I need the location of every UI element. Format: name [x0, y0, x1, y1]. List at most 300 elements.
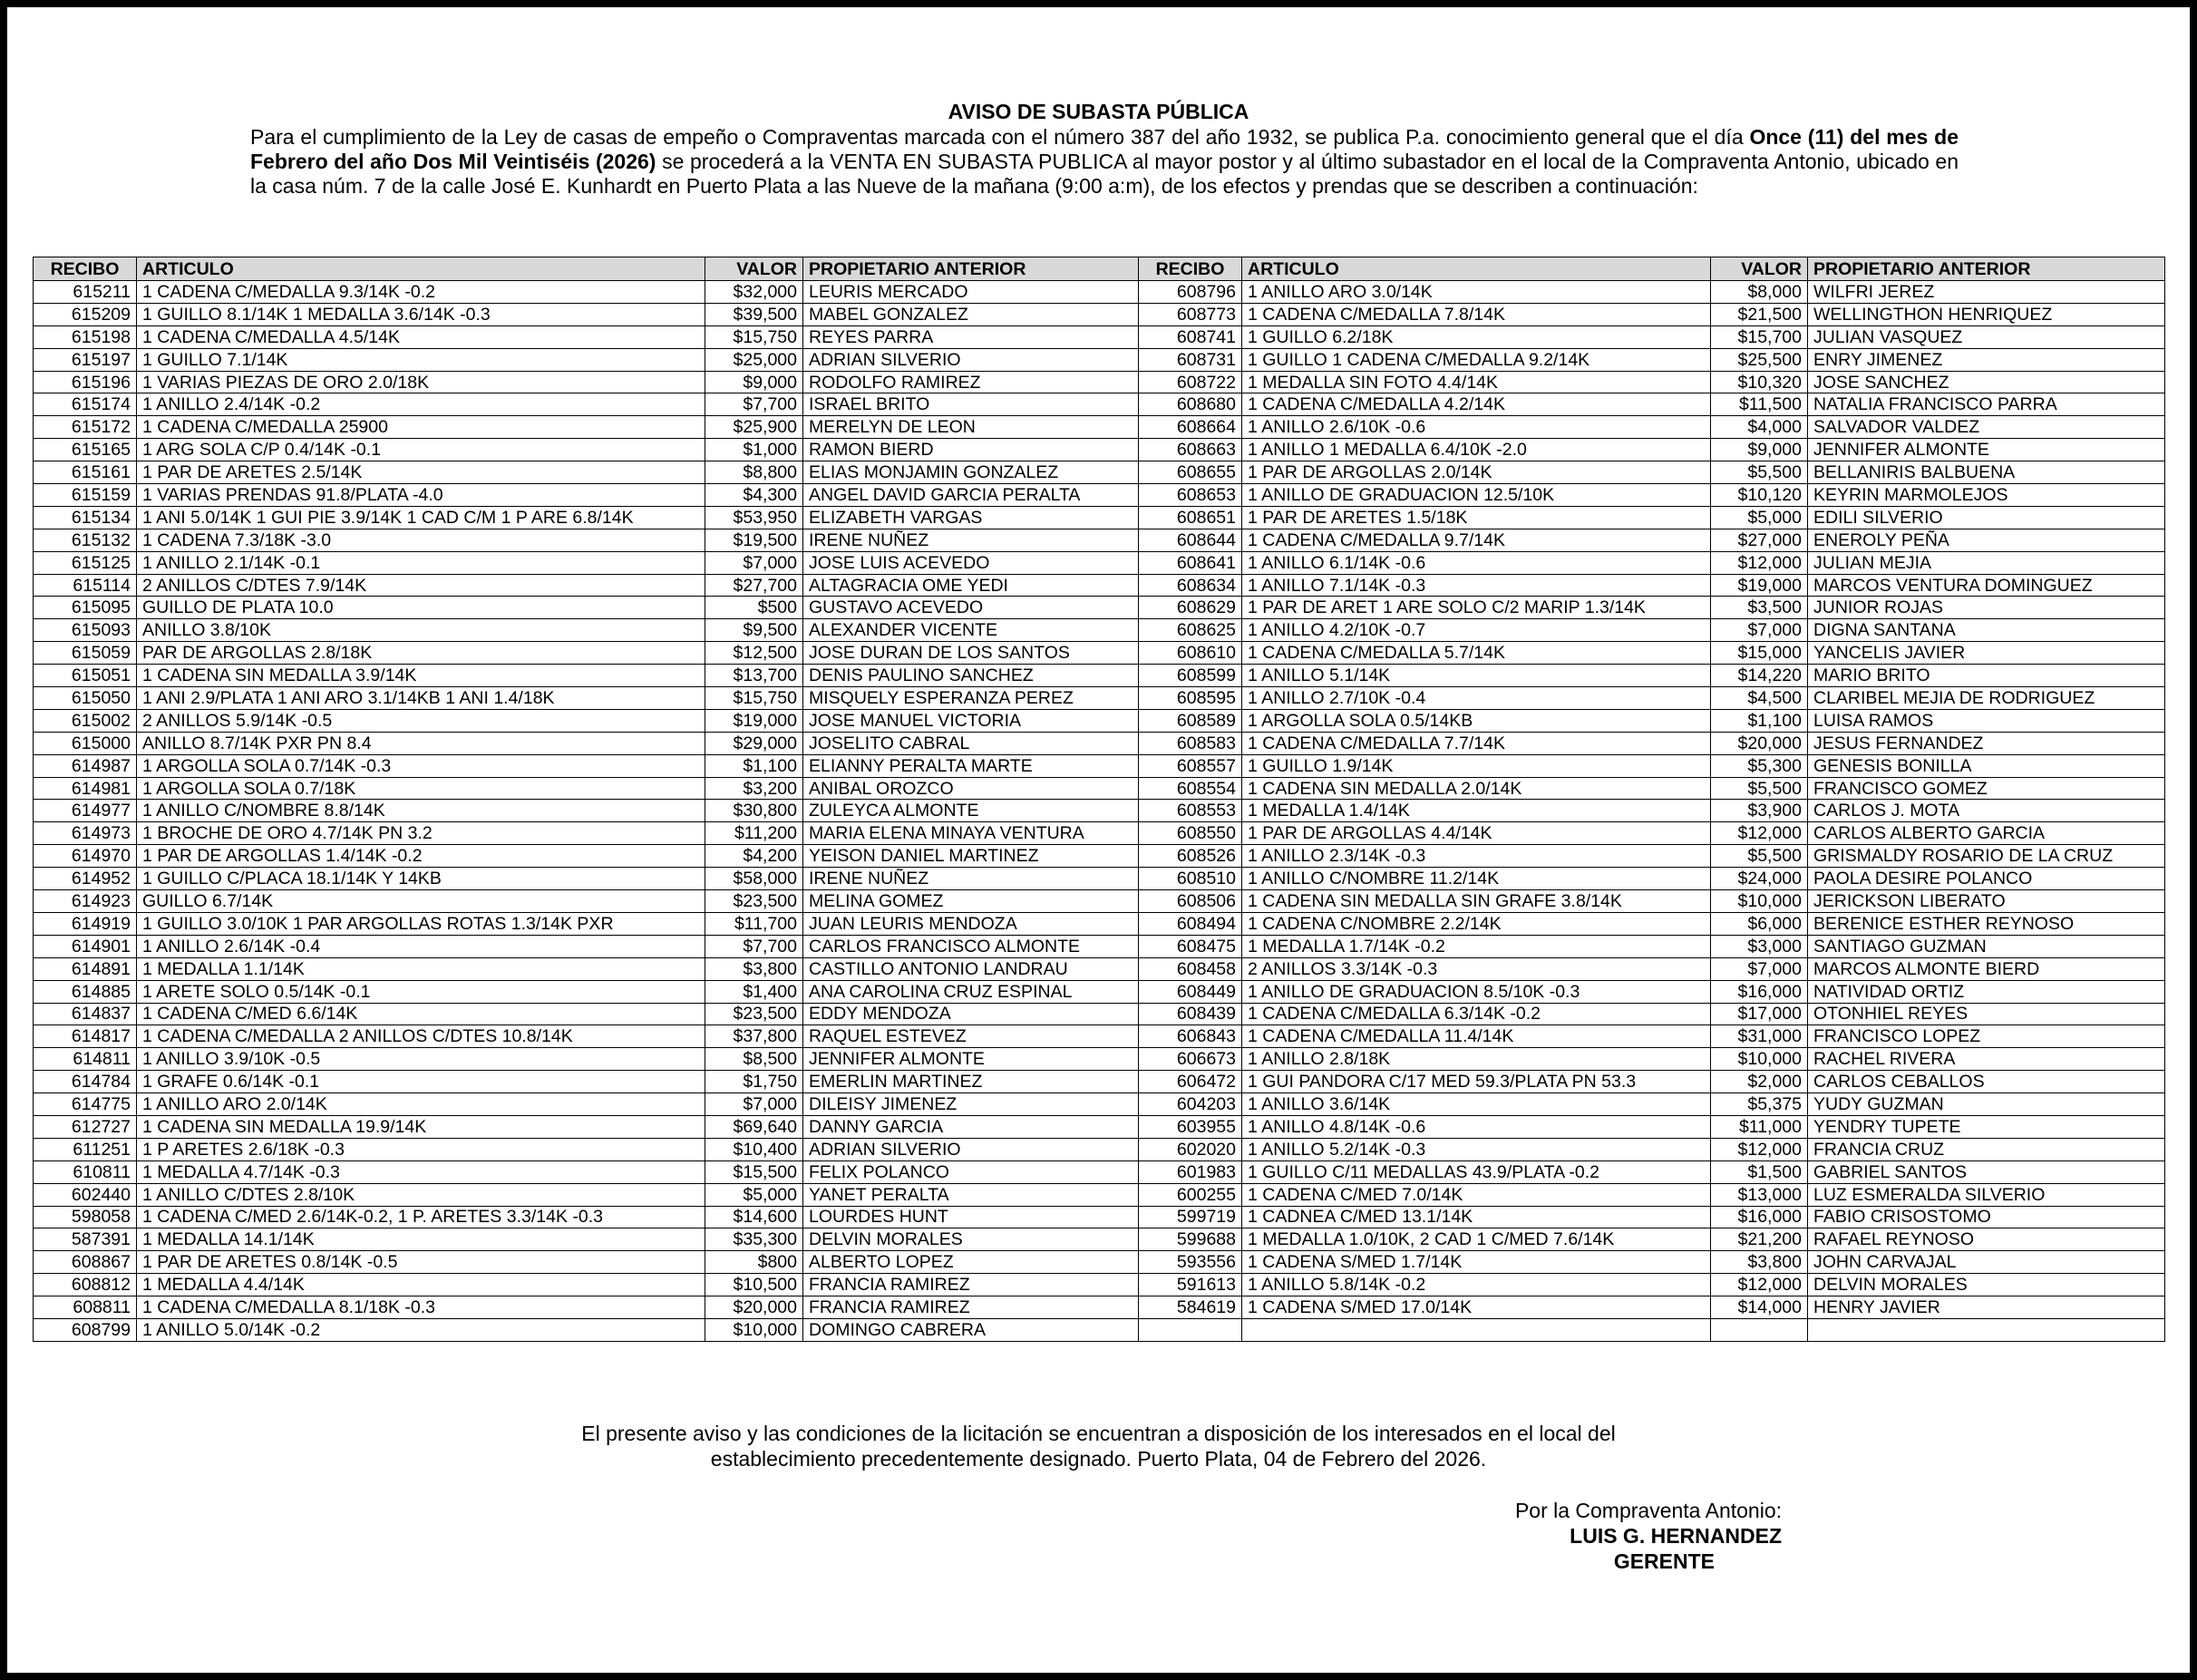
table-row [34, 957, 2165, 980]
cell-recibo-right [1139, 1318, 1242, 1341]
header-valor-right: VALOR [1711, 257, 1808, 281]
cell-articulo-right: 1 ANILLO DE GRADUACION 8.5/10K -0.3 [1242, 980, 1711, 1003]
cell-propietario-left: ALBERTO LOPEZ [803, 1251, 1139, 1274]
cell-propietario-left: ANGEL DAVID GARCIA PERALTA [803, 484, 1139, 507]
cell-valor-left: $4,200 [705, 845, 803, 868]
cell-valor-right: $1,100 [1711, 709, 1808, 732]
cell-recibo-right: 608722 [1139, 371, 1242, 393]
cell-propietario-left: DENIS PAULINO SANCHEZ [803, 665, 1139, 687]
cell-valor-left: $39,500 [705, 303, 803, 325]
cell-propietario-left: ALTAGRACIA OME YEDI [803, 574, 1139, 597]
cell-valor-right: $12,000 [1711, 1138, 1808, 1160]
cell-propietario-right: DELVIN MORALES [1808, 1274, 2165, 1296]
cell-propietario-left: FRANCIA RAMIREZ [803, 1274, 1139, 1296]
cell-articulo-left: 1 ANI 2.9/PLATA 1 ANI ARO 3.1/14KB 1 ANI 1.4/18K [137, 687, 705, 710]
cell-valor-right: $20,000 [1711, 732, 1808, 754]
cell-recibo-right: 600255 [1139, 1183, 1242, 1206]
table-row [34, 574, 2165, 597]
cell-valor-right: $12,000 [1711, 1274, 1808, 1296]
cell-recibo-right: 608458 [1139, 957, 1242, 980]
cell-valor-left: $9,500 [705, 619, 803, 642]
cell-recibo-left: 615198 [34, 325, 137, 348]
cell-propietario-left: IRENE NUÑEZ [803, 529, 1139, 551]
table-row [34, 868, 2165, 890]
cell-articulo-left: PAR DE ARGOLLAS 2.8/18K [137, 642, 705, 665]
cell-valor-right: $10,000 [1711, 890, 1808, 913]
cell-propietario-left: ZULEYCA ALMONTE [803, 800, 1139, 822]
cell-articulo-right: 1 CADENA C/MEDALLA 7.7/14K [1242, 732, 1711, 754]
cell-valor-left: $3,800 [705, 957, 803, 980]
cell-articulo-left: 1 GUILLO C/PLACA 18.1/14K Y 14KB [137, 868, 705, 890]
cell-valor-left: $11,700 [705, 912, 803, 935]
cell-valor-left: $37,800 [705, 1025, 803, 1048]
cell-propietario-left: MERELYN DE LEON [803, 416, 1139, 439]
cell-valor-right: $10,120 [1711, 484, 1808, 507]
signature-block [1396, 1498, 1782, 1574]
cell-recibo-left: 614923 [34, 890, 137, 913]
table-row [34, 303, 2165, 325]
cell-valor-right: $12,000 [1711, 822, 1808, 845]
header-valor-left: VALOR [705, 257, 803, 281]
cell-propietario-left: JENNIFER ALMONTE [803, 1048, 1139, 1071]
table-body [34, 281, 2165, 1342]
table-row [34, 1296, 2165, 1319]
cell-recibo-right: 608494 [1139, 912, 1242, 935]
cell-recibo-right: 608641 [1139, 551, 1242, 574]
cell-articulo-right: 1 CADENA C/MEDALLA 6.3/14K -0.2 [1242, 1003, 1711, 1025]
cell-recibo-left: 614817 [34, 1025, 137, 1048]
cell-articulo-right: 1 CADENA C/NOMBRE 2.2/14K [1242, 912, 1711, 935]
cell-propietario-left: EDDY MENDOZA [803, 1003, 1139, 1025]
cell-articulo-left: 1 ARG SOLA C/P 0.4/14K -0.1 [137, 439, 705, 461]
cell-articulo-left: 1 ANILLO ARO 2.0/14K [137, 1093, 705, 1116]
cell-recibo-right: 599719 [1139, 1206, 1242, 1228]
cell-propietario-right: CLARIBEL MEJIA DE RODRIGUEZ [1808, 687, 2165, 710]
cell-recibo-right: 608599 [1139, 665, 1242, 687]
cell-propietario-right: JULIAN VASQUEZ [1808, 325, 2165, 348]
table-row [34, 597, 2165, 619]
cell-propietario-right: NATALIA FRANCISCO PARRA [1808, 393, 2165, 416]
cell-articulo-left: 1 GUILLO 3.0/10K 1 PAR ARGOLLAS ROTAS 1.3/14K PXR [137, 912, 705, 935]
cell-recibo-right: 603955 [1139, 1115, 1242, 1138]
cell-propietario-left: JUAN LEURIS MENDOZA [803, 912, 1139, 935]
cell-valor-left: $13,700 [705, 665, 803, 687]
cell-articulo-right: 1 CADENA C/MEDALLA 11.4/14K [1242, 1025, 1711, 1048]
cell-recibo-right: 608773 [1139, 303, 1242, 325]
header-propietario-right: PROPIETARIO ANTERIOR [1808, 257, 2165, 281]
cell-valor-right: $5,500 [1711, 461, 1808, 484]
cell-propietario-left: RAQUEL ESTEVEZ [803, 1025, 1139, 1048]
cell-articulo-right: 1 ANILLO 2.3/14K -0.3 [1242, 845, 1711, 868]
table-row [34, 371, 2165, 393]
cell-recibo-right: 608663 [1139, 439, 1242, 461]
cell-valor-right: $6,000 [1711, 912, 1808, 935]
cell-propietario-right: JUNIOR ROJAS [1808, 597, 2165, 619]
header-recibo-left: RECIBO [34, 257, 137, 281]
cell-recibo-right: 608655 [1139, 461, 1242, 484]
cell-articulo-right: 1 PAR DE ARGOLLAS 2.0/14K [1242, 461, 1711, 484]
table-row [34, 416, 2165, 439]
cell-valor-left: $69,640 [705, 1115, 803, 1138]
cell-recibo-right: 608653 [1139, 484, 1242, 507]
cell-recibo-left: 615196 [34, 371, 137, 393]
cell-propietario-right: JULIAN MEJIA [1808, 551, 2165, 574]
cell-propietario-left: DILEISY JIMENEZ [803, 1093, 1139, 1116]
cell-valor-left: $12,500 [705, 642, 803, 665]
cell-propietario-left: FRANCIA RAMIREZ [803, 1296, 1139, 1319]
cell-articulo-left: GUILLO 6.7/14K [137, 890, 705, 913]
cell-propietario-left: EMERLIN MARTINEZ [803, 1071, 1139, 1093]
cell-articulo-right: 1 ANILLO 7.1/14K -0.3 [1242, 574, 1711, 597]
cell-propietario-right: BERENICE ESTHER REYNOSO [1808, 912, 2165, 935]
cell-valor-right: $3,900 [1711, 800, 1808, 822]
cell-valor-right: $12,000 [1711, 551, 1808, 574]
cell-propietario-left: JOSELITO CABRAL [803, 732, 1139, 754]
table-row [34, 1160, 2165, 1183]
cell-recibo-right: 608664 [1139, 416, 1242, 439]
cell-articulo-left: GUILLO DE PLATA 10.0 [137, 597, 705, 619]
cell-valor-right: $8,000 [1711, 281, 1808, 304]
cell-propietario-right: MARCOS VENTURA DOMINGUEZ [1808, 574, 2165, 597]
cell-recibo-right: 599688 [1139, 1228, 1242, 1251]
table-row [34, 1048, 2165, 1071]
cell-propietario-right: LUISA RAMOS [1808, 709, 2165, 732]
cell-valor-right: $5,500 [1711, 845, 1808, 868]
cell-valor-left: $58,000 [705, 868, 803, 890]
cell-valor-right: $21,200 [1711, 1228, 1808, 1251]
cell-propietario-right: NATIVIDAD ORTIZ [1808, 980, 2165, 1003]
cell-articulo-right: 1 ANILLO DE GRADUACION 12.5/10K [1242, 484, 1711, 507]
cell-articulo-left: 2 ANILLOS 5.9/14K -0.5 [137, 709, 705, 732]
cell-propietario-left: IRENE NUÑEZ [803, 868, 1139, 890]
intro-date-bold: Once (11) del mes de Febrero del año Dos Mil Veintiséis (2026) [250, 125, 1959, 173]
cell-valor-left: $10,500 [705, 1274, 803, 1296]
cell-propietario-left: MELINA GOMEZ [803, 890, 1139, 913]
cell-recibo-left: 614977 [34, 800, 137, 822]
cell-valor-right [1711, 1318, 1808, 1341]
cell-articulo-left: 1 CADENA C/MEDALLA 25900 [137, 416, 705, 439]
cell-valor-right: $11,000 [1711, 1115, 1808, 1138]
cell-propietario-left: MARIA ELENA MINAYA VENTURA [803, 822, 1139, 845]
signature-role: GERENTE [1613, 1549, 1715, 1573]
cell-recibo-right: 606673 [1139, 1048, 1242, 1071]
cell-propietario-right: CARLOS CEBALLOS [1808, 1071, 2165, 1093]
cell-valor-right: $5,300 [1711, 754, 1808, 777]
cell-recibo-right: 608475 [1139, 935, 1242, 957]
table-row [34, 1025, 2165, 1048]
cell-recibo-left: 614952 [34, 868, 137, 890]
cell-articulo-right: 1 ANILLO 2.6/10K -0.6 [1242, 416, 1711, 439]
cell-recibo-left: 608867 [34, 1251, 137, 1274]
cell-propietario-right [1808, 1318, 2165, 1341]
table-row [34, 1206, 2165, 1228]
cell-articulo-left: 1 ARETE SOLO 0.5/14K -0.1 [137, 980, 705, 1003]
cell-propietario-right: RACHEL RIVERA [1808, 1048, 2165, 1071]
cell-recibo-right: 608680 [1139, 393, 1242, 416]
cell-articulo-right: 1 ANILLO 5.8/14K -0.2 [1242, 1274, 1711, 1296]
cell-valor-left: $1,100 [705, 754, 803, 777]
cell-recibo-left: 598058 [34, 1206, 137, 1228]
cell-recibo-right: 608589 [1139, 709, 1242, 732]
cell-articulo-right: 1 CADENA SIN MEDALLA SIN GRAFE 3.8/14K [1242, 890, 1711, 913]
cell-articulo-right: 1 MEDALLA 1.7/14K -0.2 [1242, 935, 1711, 957]
cell-recibo-right: 608644 [1139, 529, 1242, 551]
header-propietario-left: PROPIETARIO ANTERIOR [803, 257, 1139, 281]
table-row [34, 393, 2165, 416]
cell-valor-right: $1,500 [1711, 1160, 1808, 1183]
cell-recibo-left: 615134 [34, 506, 137, 529]
cell-valor-right: $5,500 [1711, 777, 1808, 800]
cell-articulo-left: ANILLO 8.7/14K PXR PN 8.4 [137, 732, 705, 754]
cell-propietario-right: SALVADOR VALDEZ [1808, 416, 2165, 439]
cell-recibo-left: 614885 [34, 980, 137, 1003]
table-row [34, 980, 2165, 1003]
cell-valor-left: $10,000 [705, 1318, 803, 1341]
cell-recibo-right: 608741 [1139, 325, 1242, 348]
cell-articulo-left: 1 ANILLO C/DTES 2.8/10K [137, 1183, 705, 1206]
table-row [34, 484, 2165, 507]
cell-articulo-right: 1 CADENA C/MEDALLA 4.2/14K [1242, 393, 1711, 416]
cell-propietario-right: YUDY GUZMAN [1808, 1093, 2165, 1116]
cell-articulo-left: 1 ANILLO C/NOMBRE 8.8/14K [137, 800, 705, 822]
cell-recibo-right: 584619 [1139, 1296, 1242, 1319]
cell-recibo-left: 615093 [34, 619, 137, 642]
cell-propietario-right: SANTIAGO GUZMAN [1808, 935, 2165, 957]
cell-recibo-left: 615002 [34, 709, 137, 732]
cell-recibo-left: 615132 [34, 529, 137, 551]
table-row [34, 1093, 2165, 1116]
cell-recibo-left: 608812 [34, 1274, 137, 1296]
cell-articulo-right: 1 GUILLO 1 CADENA C/MEDALLA 9.2/14K [1242, 348, 1711, 371]
cell-recibo-right: 608583 [1139, 732, 1242, 754]
cell-articulo-left: 1 MEDALLA 1.1/14K [137, 957, 705, 980]
cell-recibo-left: 615059 [34, 642, 137, 665]
cell-propietario-right: HENRY JAVIER [1808, 1296, 2165, 1319]
footer-line-2: establecimiento precedentemente designado. Puerto Plata, 04 de Febrero del 2026. [710, 1447, 1487, 1471]
table-row [34, 439, 2165, 461]
cell-propietario-right: DIGNA SANTANA [1808, 619, 2165, 642]
cell-valor-left: $800 [705, 1251, 803, 1274]
cell-valor-left: $10,400 [705, 1138, 803, 1160]
cell-propietario-left: DELVIN MORALES [803, 1228, 1139, 1251]
cell-articulo-left: 1 PAR DE ARGOLLAS 1.4/14K -0.2 [137, 845, 705, 868]
cell-valor-left: $1,750 [705, 1071, 803, 1093]
cell-recibo-left: 615125 [34, 551, 137, 574]
cell-recibo-left: 614981 [34, 777, 137, 800]
header-recibo-right: RECIBO [1139, 257, 1242, 281]
cell-recibo-left: 615172 [34, 416, 137, 439]
cell-valor-left: $27,700 [705, 574, 803, 597]
cell-articulo-right: 1 ANILLO 4.8/14K -0.6 [1242, 1115, 1711, 1138]
table-row [34, 1183, 2165, 1206]
cell-valor-right: $15,700 [1711, 325, 1808, 348]
cell-valor-right: $4,500 [1711, 687, 1808, 710]
cell-propietario-left: YEISON DANIEL MARTINEZ [803, 845, 1139, 868]
cell-valor-left: $25,900 [705, 416, 803, 439]
cell-valor-right: $21,500 [1711, 303, 1808, 325]
table-row [34, 1138, 2165, 1160]
cell-propietario-right: OTONHIEL REYES [1808, 1003, 2165, 1025]
cell-valor-right: $17,000 [1711, 1003, 1808, 1025]
cell-valor-left: $19,000 [705, 709, 803, 732]
signature-by: Por la Compraventa Antonio: [1514, 1499, 1782, 1522]
cell-recibo-left: 615051 [34, 665, 137, 687]
cell-propietario-right: CARLOS ALBERTO GARCIA [1808, 822, 2165, 845]
cell-valor-left: $23,500 [705, 890, 803, 913]
cell-articulo-left: 1 CADENA SIN MEDALLA 3.9/14K [137, 665, 705, 687]
cell-recibo-right: 608554 [1139, 777, 1242, 800]
cell-recibo-left: 614919 [34, 912, 137, 935]
cell-recibo-right: 608557 [1139, 754, 1242, 777]
cell-recibo-left: 611251 [34, 1138, 137, 1160]
cell-valor-right: $25,500 [1711, 348, 1808, 371]
auction-items-table [33, 257, 2165, 1342]
table-row [34, 348, 2165, 371]
signature-name: LUIS G. HERNANDEZ [1570, 1524, 1782, 1548]
cell-articulo-right: 1 PAR DE ARETES 1.5/18K [1242, 506, 1711, 529]
cell-articulo-left: 1 CADENA C/MED 6.6/14K [137, 1003, 705, 1025]
intro-text-start: Para el cumplimiento de la Ley de casas de empeño o Compraventas marcada con el número 387 del año 1932, se publica P.a. conocimiento general que el día [250, 125, 1750, 149]
cell-recibo-right: 608634 [1139, 574, 1242, 597]
cell-valor-right: $5,375 [1711, 1093, 1808, 1116]
cell-propietario-right: YENDRY TUPETE [1808, 1115, 2165, 1138]
cell-recibo-right: 608651 [1139, 506, 1242, 529]
cell-propietario-left: JOSE DURAN DE LOS SANTOS [803, 642, 1139, 665]
cell-recibo-left: 587391 [34, 1228, 137, 1251]
cell-articulo-left: 1 CADENA SIN MEDALLA 19.9/14K [137, 1115, 705, 1138]
cell-recibo-left: 608811 [34, 1296, 137, 1319]
table-row [34, 732, 2165, 754]
cell-valor-left: $14,600 [705, 1206, 803, 1228]
table-row [34, 890, 2165, 913]
cell-articulo-right: 2 ANILLOS 3.3/14K -0.3 [1242, 957, 1711, 980]
cell-propietario-right: CARLOS J. MOTA [1808, 800, 2165, 822]
cell-valor-left: $15,500 [705, 1160, 803, 1183]
cell-articulo-left: 1 MEDALLA 14.1/14K [137, 1228, 705, 1251]
cell-recibo-right: 608731 [1139, 348, 1242, 371]
cell-propietario-left: ELIAS MONJAMIN GONZALEZ [803, 461, 1139, 484]
cell-propietario-left: ANIBAL OROZCO [803, 777, 1139, 800]
table-row [34, 325, 2165, 348]
cell-recibo-left: 615209 [34, 303, 137, 325]
cell-articulo-right: 1 CADENA S/MED 1.7/14K [1242, 1251, 1711, 1274]
cell-valor-right: $2,000 [1711, 1071, 1808, 1093]
table-row [34, 1003, 2165, 1025]
table-row [34, 912, 2165, 935]
cell-propietario-right: KEYRIN MARMOLEJOS [1808, 484, 2165, 507]
cell-articulo-left: 1 ANILLO 2.4/14K -0.2 [137, 393, 705, 416]
cell-articulo-left: 1 GUILLO 8.1/14K 1 MEDALLA 3.6/14K -0.3 [137, 303, 705, 325]
cell-articulo-right: 1 CADENA C/MEDALLA 5.7/14K [1242, 642, 1711, 665]
cell-articulo-right: 1 PAR DE ARET 1 ARE SOLO C/2 MARIP 1.3/14K [1242, 597, 1711, 619]
intro-text-end: se procederá a la VENTA EN SUBASTA PUBLICA al mayor postor y al último subastador en el local de la Compraventa Antonio, ubicado en la casa núm. 7 de la calle José E. Kunhardt en Puerto Plata a las Nueve de la mañana (9:00 a:m), de los efectos y prendas que se describen a continuación: [250, 150, 1959, 198]
cell-propietario-left: ELIZABETH VARGAS [803, 506, 1139, 529]
cell-propietario-right: WILFRI JEREZ [1808, 281, 2165, 304]
cell-valor-left: $23,500 [705, 1003, 803, 1025]
cell-valor-right: $27,000 [1711, 529, 1808, 551]
cell-propietario-left: REYES PARRA [803, 325, 1139, 348]
cell-valor-left: $1,000 [705, 439, 803, 461]
cell-articulo-right: 1 CADENA C/MEDALLA 7.8/14K [1242, 303, 1711, 325]
cell-valor-right: $3,500 [1711, 597, 1808, 619]
table-row [34, 1071, 2165, 1093]
cell-valor-left: $15,750 [705, 325, 803, 348]
cell-propietario-left: GUSTAVO ACEVEDO [803, 597, 1139, 619]
cell-recibo-left: 614891 [34, 957, 137, 980]
cell-valor-left: $7,000 [705, 1093, 803, 1116]
cell-recibo-right: 608610 [1139, 642, 1242, 665]
table-row [34, 1115, 2165, 1138]
table-header-row [34, 257, 2165, 281]
cell-articulo-right: 1 GUI PANDORA C/17 MED 59.3/PLATA PN 53.3 [1242, 1071, 1711, 1093]
cell-articulo-right: 1 ARGOLLA SOLA 0.5/14KB [1242, 709, 1711, 732]
cell-propietario-right: FRANCISCO LOPEZ [1808, 1025, 2165, 1048]
cell-valor-right: $19,000 [1711, 574, 1808, 597]
cell-propietario-right: FRANCIA CRUZ [1808, 1138, 2165, 1160]
cell-articulo-right: 1 ANILLO 4.2/10K -0.7 [1242, 619, 1711, 642]
cell-recibo-left: 615050 [34, 687, 137, 710]
cell-articulo-right: 1 ANILLO ARO 3.0/14K [1242, 281, 1711, 304]
cell-propietario-left: FELIX POLANCO [803, 1160, 1139, 1183]
cell-recibo-left: 614987 [34, 754, 137, 777]
cell-recibo-left: 615000 [34, 732, 137, 754]
cell-valor-left: $29,000 [705, 732, 803, 754]
cell-valor-right: $7,000 [1711, 619, 1808, 642]
cell-articulo-right: 1 ANILLO 3.6/14K [1242, 1093, 1711, 1116]
cell-valor-right: $3,000 [1711, 935, 1808, 957]
table-row [34, 709, 2165, 732]
cell-articulo-left: 1 VARIAS PIEZAS DE ORO 2.0/18K [137, 371, 705, 393]
cell-propietario-left: LEURIS MERCADO [803, 281, 1139, 304]
cell-recibo-left: 615095 [34, 597, 137, 619]
cell-articulo-left: 1 BROCHE DE ORO 4.7/14K PN 3.2 [137, 822, 705, 845]
cell-articulo-right: 1 PAR DE ARGOLLAS 4.4/14K [1242, 822, 1711, 845]
cell-propietario-left: JOSE MANUEL VICTORIA [803, 709, 1139, 732]
table-row [34, 619, 2165, 642]
cell-valor-right: $5,000 [1711, 506, 1808, 529]
cell-articulo-right: 1 MEDALLA 1.4/14K [1242, 800, 1711, 822]
cell-propietario-left: ADRIAN SILVERIO [803, 1138, 1139, 1160]
table-row [34, 642, 2165, 665]
table-row [34, 845, 2165, 868]
table-row [34, 1318, 2165, 1341]
table-row [34, 777, 2165, 800]
cell-valor-right: $3,800 [1711, 1251, 1808, 1274]
table-row [34, 461, 2165, 484]
cell-valor-right: $15,000 [1711, 642, 1808, 665]
cell-valor-left: $3,200 [705, 777, 803, 800]
cell-propietario-right: JOSE SANCHEZ [1808, 371, 2165, 393]
cell-articulo-right: 1 CADENA C/MEDALLA 9.7/14K [1242, 529, 1711, 551]
cell-recibo-right: 608796 [1139, 281, 1242, 304]
table-row [34, 529, 2165, 551]
table-row [34, 1251, 2165, 1274]
cell-articulo-left: 1 ANI 5.0/14K 1 GUI PIE 3.9/14K 1 CAD C/M 1 P ARE 6.8/14K [137, 506, 705, 529]
notice-title: AVISO DE SUBASTA PÚBLICA [948, 100, 1249, 123]
cell-valor-left: $32,000 [705, 281, 803, 304]
cell-recibo-left: 615114 [34, 574, 137, 597]
table-row [34, 754, 2165, 777]
cell-propietario-left: ANA CAROLINA CRUZ ESPINAL [803, 980, 1139, 1003]
cell-valor-left: $7,700 [705, 935, 803, 957]
cell-recibo-right: 608510 [1139, 868, 1242, 890]
cell-propietario-right: JENNIFER ALMONTE [1808, 439, 2165, 461]
cell-propietario-left: MABEL GONZALEZ [803, 303, 1139, 325]
cell-articulo-right: 1 ANILLO 5.2/14K -0.3 [1242, 1138, 1711, 1160]
cell-valor-left: $500 [705, 597, 803, 619]
cell-recibo-right: 602020 [1139, 1138, 1242, 1160]
cell-recibo-left: 614784 [34, 1071, 137, 1093]
